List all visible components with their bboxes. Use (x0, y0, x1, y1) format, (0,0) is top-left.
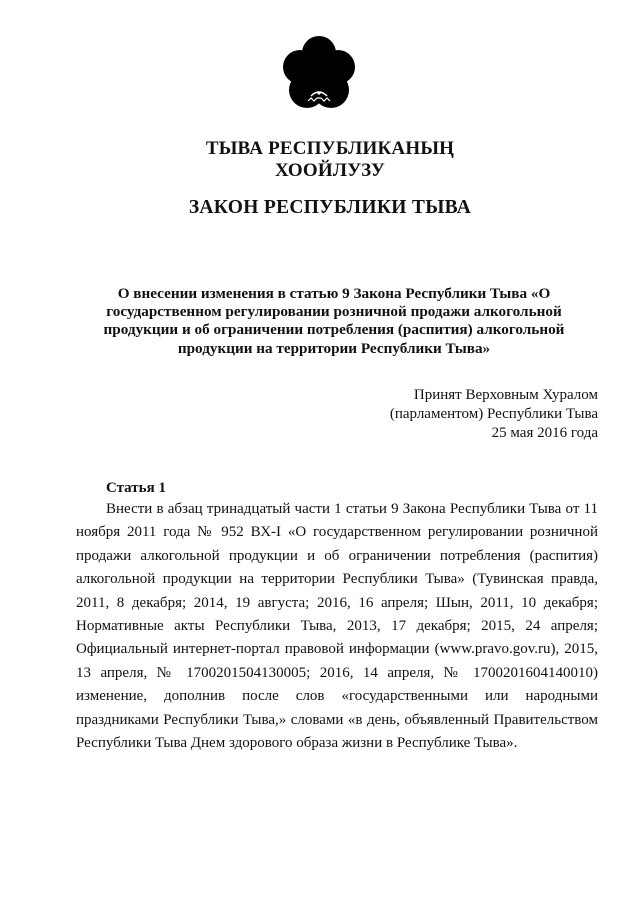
article-1-heading: Статья 1 (106, 480, 166, 496)
article-1-text: Внести в абзац тринадцатый части 1 статьи 9 Закона Республики Тыва от 11 ноября 2011 года № 952 ВХ-I «О государственном регулировании розничной продажи алкогольной продукции и об ограничении потребления (распития) алкогольной продукции на территории Республики Тыва» (Тувинская правда, 2011, 8 декабря; 2014, 19 августа; 2016, 16 апреля; Шын, 2011, 10 декабря; Нормативные акты Республики Тыва, 2013, 17 декабря; 2015, 24 апреля; Официальный интернет-портал правовой информации (www.pravo.gov.ru), 2015, 13 апреля, № 1700201504130005; 2016, 14 апреля, № 1700201604140010) изменение, дополнив после слов «государственными или народными праздниками Республики Тыва,» словами «в день, объявленный Правительством Республики Тыва Днем здорового образа жизни в Республике Тыва». (76, 501, 598, 752)
coat-of-arms-icon (281, 36, 357, 112)
law-subject (92, 285, 576, 358)
law-subject-line: продукции на территории Республики Тыва» (177, 339, 491, 357)
title-tyvan (0, 138, 640, 182)
adoption-note (298, 386, 598, 443)
adoption-line1: Принят Верховным Хуралом (413, 387, 598, 403)
adoption-date: 25 мая 2016 года (491, 425, 598, 441)
adoption-line2: (парламентом) Республики Тыва (389, 406, 598, 422)
law-subject-line: О внесении изменения в статью 9 Закона Республики Тыва «О (117, 285, 551, 302)
title-tyvan-line2: ХООЙЛУЗУ (274, 160, 386, 181)
law-subject-line: продукции и об ограничении потребления (распития) алкогольной (103, 321, 565, 339)
law-subject-line: государственном регулировании розничной продажи алкогольной (106, 303, 562, 321)
title-russian: ЗАКОН РЕСПУБЛИКИ ТЫВА (188, 197, 472, 218)
title-tyvan-line1: ТЫВА РЕСПУБЛИКАНЫҢ (205, 138, 455, 159)
